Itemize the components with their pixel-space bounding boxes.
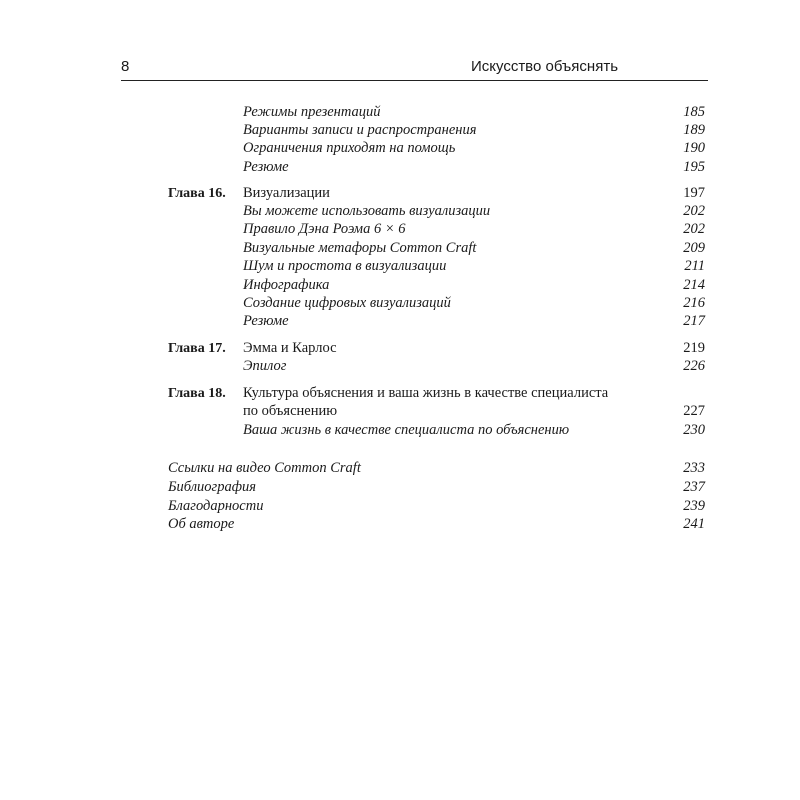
toc-section-title: Шум и простота в визуализации bbox=[243, 258, 447, 274]
toc-page-number: 241 bbox=[683, 516, 705, 532]
chapter-title: Визуализации bbox=[243, 185, 330, 201]
running-title: Искусство объяснять bbox=[470, 58, 619, 75]
toc-section-title: Эпилог bbox=[243, 358, 287, 374]
toc-row bbox=[0, 357, 800, 376]
chapter-label: Глава 17. bbox=[168, 341, 226, 356]
toc-row bbox=[0, 220, 800, 239]
toc-page-number: 195 bbox=[683, 159, 705, 175]
toc-page-number: 217 bbox=[683, 313, 705, 329]
toc-page-number: 211 bbox=[684, 258, 705, 274]
toc-page-number: 190 bbox=[683, 140, 705, 156]
toc-page-number: 239 bbox=[683, 498, 705, 514]
toc-section-title: Ссылки на видео Common Craft bbox=[168, 460, 361, 476]
toc-row bbox=[0, 239, 800, 258]
toc-section-title: Благодарности bbox=[168, 498, 264, 514]
chapter-label: Глава 18. bbox=[168, 386, 226, 401]
toc-section-title: Резюме bbox=[243, 313, 289, 329]
toc-section-title: Визуальные метафоры Common Craft bbox=[243, 240, 477, 256]
toc-chapter-row bbox=[0, 339, 800, 358]
toc-back-matter-row bbox=[0, 515, 800, 534]
toc-page-number: 189 bbox=[683, 122, 705, 138]
toc-back-matter-row bbox=[0, 497, 800, 516]
toc-page-number: 202 bbox=[683, 203, 705, 219]
toc-section-title: Режимы презентаций bbox=[243, 104, 381, 120]
toc-page-number: 209 bbox=[683, 240, 705, 256]
toc-page-number: 214 bbox=[683, 277, 705, 293]
toc-section-title: Резюме bbox=[243, 159, 289, 175]
toc-section-title: Вы можете использовать визуализации bbox=[243, 203, 491, 219]
toc-chapter-row-continued bbox=[0, 402, 800, 421]
toc-page-number: 185 bbox=[683, 104, 705, 120]
toc-row bbox=[0, 294, 800, 313]
toc-page-number: 227 bbox=[683, 403, 705, 419]
toc-page-number: 237 bbox=[683, 479, 705, 495]
toc-page-number: 219 bbox=[683, 340, 705, 356]
toc-section-title: Создание цифровых визуализаций bbox=[243, 295, 451, 311]
toc-row bbox=[0, 121, 800, 140]
toc-page-number: 233 bbox=[683, 460, 705, 476]
toc-section-title: Варианты записи и распространения bbox=[243, 122, 477, 138]
toc-chapter-row bbox=[0, 184, 800, 203]
chapter-title: Эмма и Карлос bbox=[243, 340, 337, 356]
toc-back-matter-row bbox=[0, 459, 800, 478]
page-number: 8 bbox=[121, 58, 130, 75]
toc-page-number: 216 bbox=[683, 295, 705, 311]
toc-section-title: Ваша жизнь в качестве специалиста по объяснению bbox=[243, 422, 570, 438]
toc-chapter-row bbox=[0, 384, 800, 403]
toc-back-matter-row bbox=[0, 478, 800, 497]
toc-row bbox=[0, 276, 800, 295]
toc-page-number: 230 bbox=[683, 422, 705, 438]
toc-row bbox=[0, 421, 800, 440]
toc-page-number: 226 bbox=[683, 358, 705, 374]
toc-row bbox=[0, 158, 800, 177]
toc-section-title: Об авторе bbox=[168, 516, 235, 532]
toc-section-title: Правило Дэна Роэма 6 × 6 bbox=[243, 221, 406, 237]
toc-section-title: Библиография bbox=[168, 479, 256, 495]
chapter-title: Культура объяснения и ваша жизнь в качестве специалиста bbox=[243, 385, 609, 401]
toc-row bbox=[0, 103, 800, 122]
toc-row bbox=[0, 257, 800, 276]
toc-row bbox=[0, 139, 800, 158]
toc-section-title: Ограничения приходят на помощь bbox=[243, 140, 456, 156]
toc-page-number: 197 bbox=[683, 185, 705, 201]
toc-page-number: 202 bbox=[683, 221, 705, 237]
toc-section-title: Инфографика bbox=[243, 277, 330, 293]
chapter-label: Глава 16. bbox=[168, 186, 226, 201]
chapter-title-continued: по объяснению bbox=[243, 403, 338, 419]
toc-row bbox=[0, 202, 800, 221]
toc-row bbox=[0, 312, 800, 331]
